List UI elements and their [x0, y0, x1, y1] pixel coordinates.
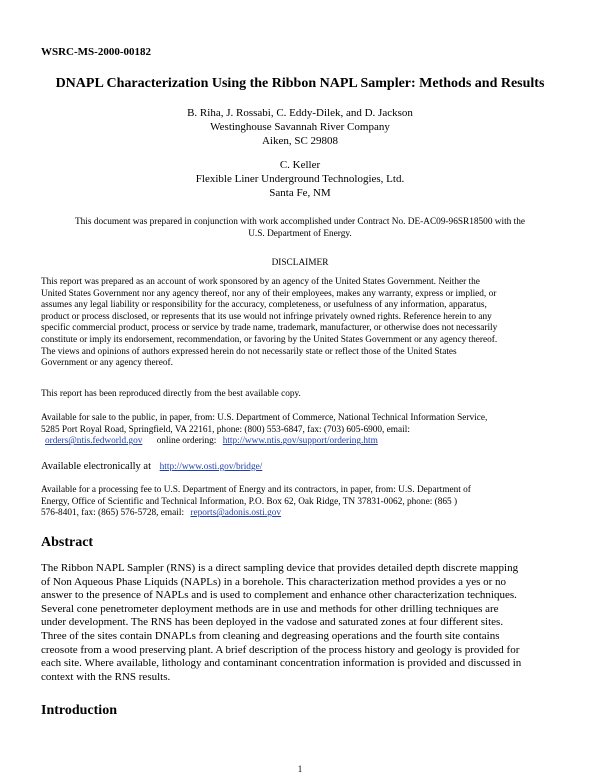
- author-affiliation: Westinghouse Savannah River Company: [210, 121, 390, 133]
- disclaimer-line: assumes any legal liability or responsibility for the accuracy, completeness, or usefulness of any information, apparatus,: [41, 300, 487, 311]
- disclaimer-paragraph: [41, 277, 561, 370]
- electronic-availability: [41, 461, 561, 474]
- introduction-heading: Introduction: [41, 703, 117, 718]
- abstract-line: each site. Where available, lithology and contaminant concentration information is provided and discussed in: [41, 657, 522, 670]
- contract-statement: [0, 217, 600, 240]
- abstract-line: under development. The RNS has been deployed in the vadose and saturated zones at four different sites.: [41, 616, 504, 629]
- disclaimer-line: Government or any agency thereof.: [41, 358, 173, 369]
- document-title: DNAPL Characterization Using the Ribbon NAPL Sampler: Methods and Results: [55, 76, 545, 91]
- sale-availability: [41, 413, 561, 448]
- abstract-paragraph: [41, 562, 565, 684]
- sale-line: 5285 Port Royal Road, Springfield, VA 22161, phone: (800) 553-6847, fax: (703) 605-6900, email:: [41, 424, 410, 435]
- page-number: 1: [297, 764, 303, 774]
- author-block: [0, 106, 600, 148]
- coauthor-name: C. Keller: [279, 159, 321, 171]
- abstract-line: answer to the presence of NAPLs and is used to complement and enhance other characterization techniques.: [41, 589, 517, 602]
- abstract-line: context with the RNS results.: [41, 670, 171, 683]
- document-id: WSRC-MS-2000-00182: [41, 46, 151, 58]
- abstract-line: The Ribbon NAPL Sampler (RNS) is a direct sampling device that provides detailed depth discrete mapping: [41, 562, 519, 574]
- contract-line: This document was prepared in conjunction with work accomplished under Contract No. DE-AC09-96SR18500 with the: [74, 217, 526, 227]
- author-location: Aiken, SC 29808: [261, 135, 339, 147]
- disclaimer-heading: DISCLAIMER: [271, 258, 329, 268]
- fee-line: 576-8401, fax: (865) 576-5728, email:: [41, 508, 185, 519]
- sale-contact-line: [41, 436, 561, 448]
- sale-line: Available for sale to the public, in paper, from: U.S. Department of Commerce, National Technical Information Service,: [41, 413, 488, 423]
- abstract-line: creosote from a wood preserving plant. A brief description of the process history and geology is provided for: [41, 643, 520, 656]
- disclaimer-line: constitute or imply its endorsement, recommendation, or favoring by the United States Government or any agency thereof.: [41, 334, 498, 345]
- online-ordering-label: online ordering:: [156, 436, 217, 447]
- disclaimer-line: The views and opinions of authors expressed herein do not necessarily state or reflect those of the United States: [41, 346, 457, 357]
- disclaimer-line: This report was prepared as an account of work sponsored by an agency of the United States Government. Neither the: [41, 277, 480, 287]
- disclaimer-line: specific commercial product, process or service by trade name, trademark, manufacturer, or otherwise does not necessarily: [41, 323, 498, 334]
- fee-contact-line: [41, 508, 561, 520]
- coauthor-location: Santa Fe, NM: [269, 187, 331, 199]
- fee-line: Available for a processing fee to U.S. Department of Energy and its contractors, in paper, from: U.S. Department of: [41, 485, 471, 495]
- reproduced-note: This report has been reproduced directly from the best available copy.: [41, 389, 301, 399]
- abstract-line: of Non Aqueous Phase Liquids (NAPLs) in a borehole. This characterization method provides a yes or no: [41, 575, 507, 588]
- disclaimer-line: United States Government nor any agency thereof, nor any of their employees, makes any warranty, express or implied, or: [41, 288, 497, 299]
- disclaimer-line: product or process disclosed, or represents that its use would not infringe privately owned rights. Reference herein to any: [41, 311, 492, 322]
- osti-bridge-link[interactable]: http://www.osti.gov/bridge/: [159, 462, 263, 472]
- fee-line: Energy, Office of Scientific and Technical Information, P.O. Box 62, Oak Ridge, TN 37831-0062, phone: (865 ): [41, 496, 458, 507]
- osti-email-link[interactable]: reports@adonis.osti.gov: [190, 508, 282, 519]
- ntis-email-link[interactable]: orders@ntis.fedworld.gov: [45, 436, 143, 447]
- abstract-heading: Abstract: [41, 535, 94, 550]
- ntis-ordering-link[interactable]: http://www.ntis.gov/support/ordering.htm: [222, 436, 378, 447]
- fee-availability: [41, 485, 561, 520]
- contract-line: U.S. Department of Energy.: [248, 228, 352, 239]
- electronic-label: Available electronically at: [41, 461, 151, 472]
- author-names: B. Riha, J. Rossabi, C. Eddy-Dilek, and D. Jackson: [187, 107, 413, 119]
- abstract-line: Three of the sites contain DNAPLs from cleaning and degreasing operations and the fourth site contains: [41, 629, 500, 642]
- coauthor-affiliation: Flexible Liner Underground Technologies, Ltd.: [195, 173, 405, 185]
- abstract-line: Several cone penetrometer deployment methods are in use and methods for other drilling techniques are: [41, 602, 499, 615]
- coauthor-block: [0, 158, 600, 200]
